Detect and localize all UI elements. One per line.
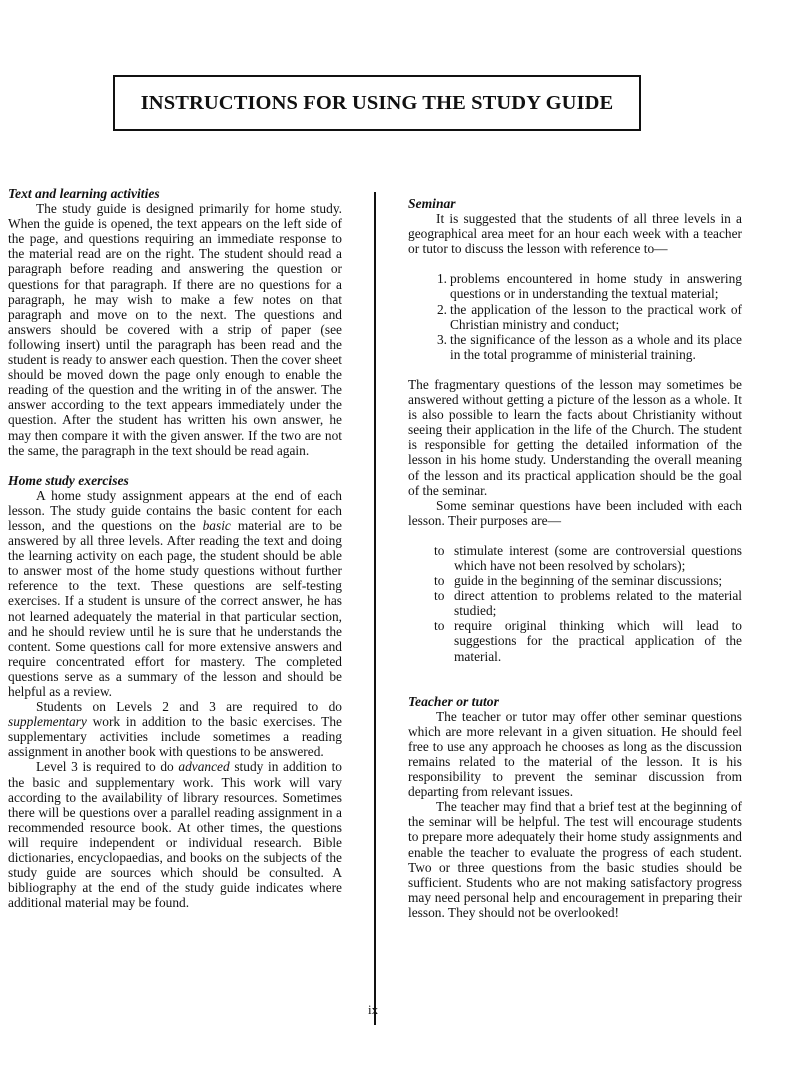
list-lead: to	[434, 542, 445, 558]
section-heading: Teacher or tutor	[408, 693, 499, 709]
list-number: 1.	[436, 271, 447, 287]
paragraph: The study guide is designed primarily for home study. When the guide is opened, the text appears on the left side of the page, and questions requiring an immediate response to the material read are on the right. The student should read a paragraph before reading and answering the question or questions for that paragraph. If there are no questions for a paragraph, he may wish to make a few notes on that paragraph and move on to the next. The questions and answers should be covered with a strip of paper (see following insert) until the paragraph has been read and the student is ready to answer each question. Then the cover sheet should be moved down the page only enough to enable the reading of the question and the writing in of the answer. The answer according to the text appears immediately under the question. After the student has written his own answer, he may then compare it with the given answer. If the two are not the same, the paragraph in the text should be read again.	[8, 201, 342, 458]
section-heading: Home study exercises	[8, 472, 129, 488]
emphasis: advanced	[178, 759, 230, 775]
list-item	[434, 542, 742, 573]
paragraph	[8, 699, 342, 759]
list-text: direct attention to problems related to the material studied;	[454, 588, 742, 619]
list-text: guide in the beginning of the seminar discussions;	[454, 573, 723, 589]
page-title: INSTRUCTIONS FOR USING THE STUDY GUIDE	[140, 91, 614, 114]
text-run: Students on Levels 2 and 3 are required to do	[36, 699, 342, 715]
list-item	[434, 618, 742, 664]
paragraph: Some seminar questions have been included with each lesson. Their purposes are—	[408, 497, 742, 528]
emphasis: supplementary	[8, 714, 87, 730]
list-lead: to	[434, 618, 445, 634]
paragraph	[8, 759, 342, 910]
numbered-list	[408, 271, 742, 362]
section-seminar	[408, 196, 742, 664]
paragraph: The teacher or tutor may offer other seminar questions which are more relevant in a given situation. He should feel free to use any approach he chooses as long as the discussion remains related to the material of the lesson. It is his responsibility to prevent the seminar discussion from departing from relevant issues.	[408, 708, 742, 800]
spacer	[408, 679, 742, 694]
column-divider	[374, 192, 376, 1025]
right-column	[408, 196, 742, 920]
list-item	[434, 588, 742, 619]
text-run: Level 3 is required to do	[36, 759, 179, 775]
title-box	[113, 75, 641, 131]
list-text: stimulate interest (some are controversial questions which have not been resolved by scholars);	[454, 542, 742, 573]
paragraph: The teacher may find that a brief test at the beginning of the seminar will be helpful. The test will encourage students to prepare more adequately their home study assignments and enable the teacher to evaluate the progress of each student. Two or three questions from the basic studies should be sufficient. Students who are not making satisfactory progress may need personal help and encouragement in preparing their lesson. They should not be overlooked!	[408, 799, 742, 920]
paragraph	[8, 488, 342, 699]
left-column	[8, 186, 342, 910]
list-lead: to	[434, 588, 445, 604]
list-number: 3.	[436, 331, 447, 347]
list-item	[434, 573, 742, 589]
text-run: study in addition to the basic and supplementary work. This work will vary according to the availability of library resources. Sometimes there will be questions over a parallel reading assignment in a recommended resource book. At other times, the questions will require independent or individual research. Bible dictionaries, encyclopaedias, and books on the subjects of the study guide are sources which should be consulted. A bibliography at the end of the study guide indicates where additional material may be found.	[8, 759, 342, 911]
text-run: A home study assignment appears at the end of each lesson. The study guide contains the basic content for each lesson, and the questions on the	[8, 487, 342, 533]
purposes-list	[408, 543, 742, 664]
paragraph: It is suggested that the students of all three levels in a geographical area meet for an hour each week with a teacher or tutor to discuss the lesson with reference to—	[408, 211, 742, 257]
list-item	[436, 301, 742, 332]
page-number: ix	[368, 1002, 379, 1017]
paragraph: The fragmentary questions of the lesson may sometimes be answered without getting a picture of the lesson as a whole. It is also possible to learn the facts about Christianity without seeing their application in the life of the Church. The student is responsible for getting the detailed information of the lesson in his home study. Understanding the overall meaning of the lesson and its practical application should be the goal of the seminar.	[408, 376, 742, 498]
list-item	[436, 271, 742, 302]
list-text: the significance of the lesson as a whole and its place in the total programme of ministerial training.	[450, 331, 742, 362]
text-run: material are to be answered by all three levels. After reading the text and doing the learning activity on each page, the student should be able to answer most of the home study questions without further reference to the text. These questions are self-testing exercises. If a student is unsure of the correct answer, he has not learned adequately the material in that particular section, and he should review until he is sure that he understands the content. Some questions call for more extensive answers and require concentrated effort for mastery. The completed questions serve as a summary of the lesson and should be helpful as a review.	[8, 517, 342, 699]
list-lead: to	[434, 573, 445, 589]
list-text: problems encountered in home study in answering questions or in understanding the textual material;	[450, 271, 742, 302]
section-teacher	[408, 694, 742, 920]
emphasis: basic	[202, 517, 231, 533]
list-text: the application of the lesson to the practical work of Christian ministry and conduct;	[450, 301, 742, 332]
section-text-learning	[8, 186, 342, 458]
spacer	[8, 458, 342, 473]
section-heading: Seminar	[408, 196, 456, 211]
list-text: require original thinking which will lead to suggestions for the practical application of the material.	[454, 618, 742, 664]
text-run: work in addition to the basic exercises. The supplementary activities include sometimes a reading assignment in another book with questions to be answered.	[8, 714, 342, 760]
section-heading: Text and learning activities	[8, 186, 160, 201]
list-number: 2.	[436, 301, 447, 317]
list-item	[436, 331, 742, 362]
section-home-study	[8, 473, 342, 911]
